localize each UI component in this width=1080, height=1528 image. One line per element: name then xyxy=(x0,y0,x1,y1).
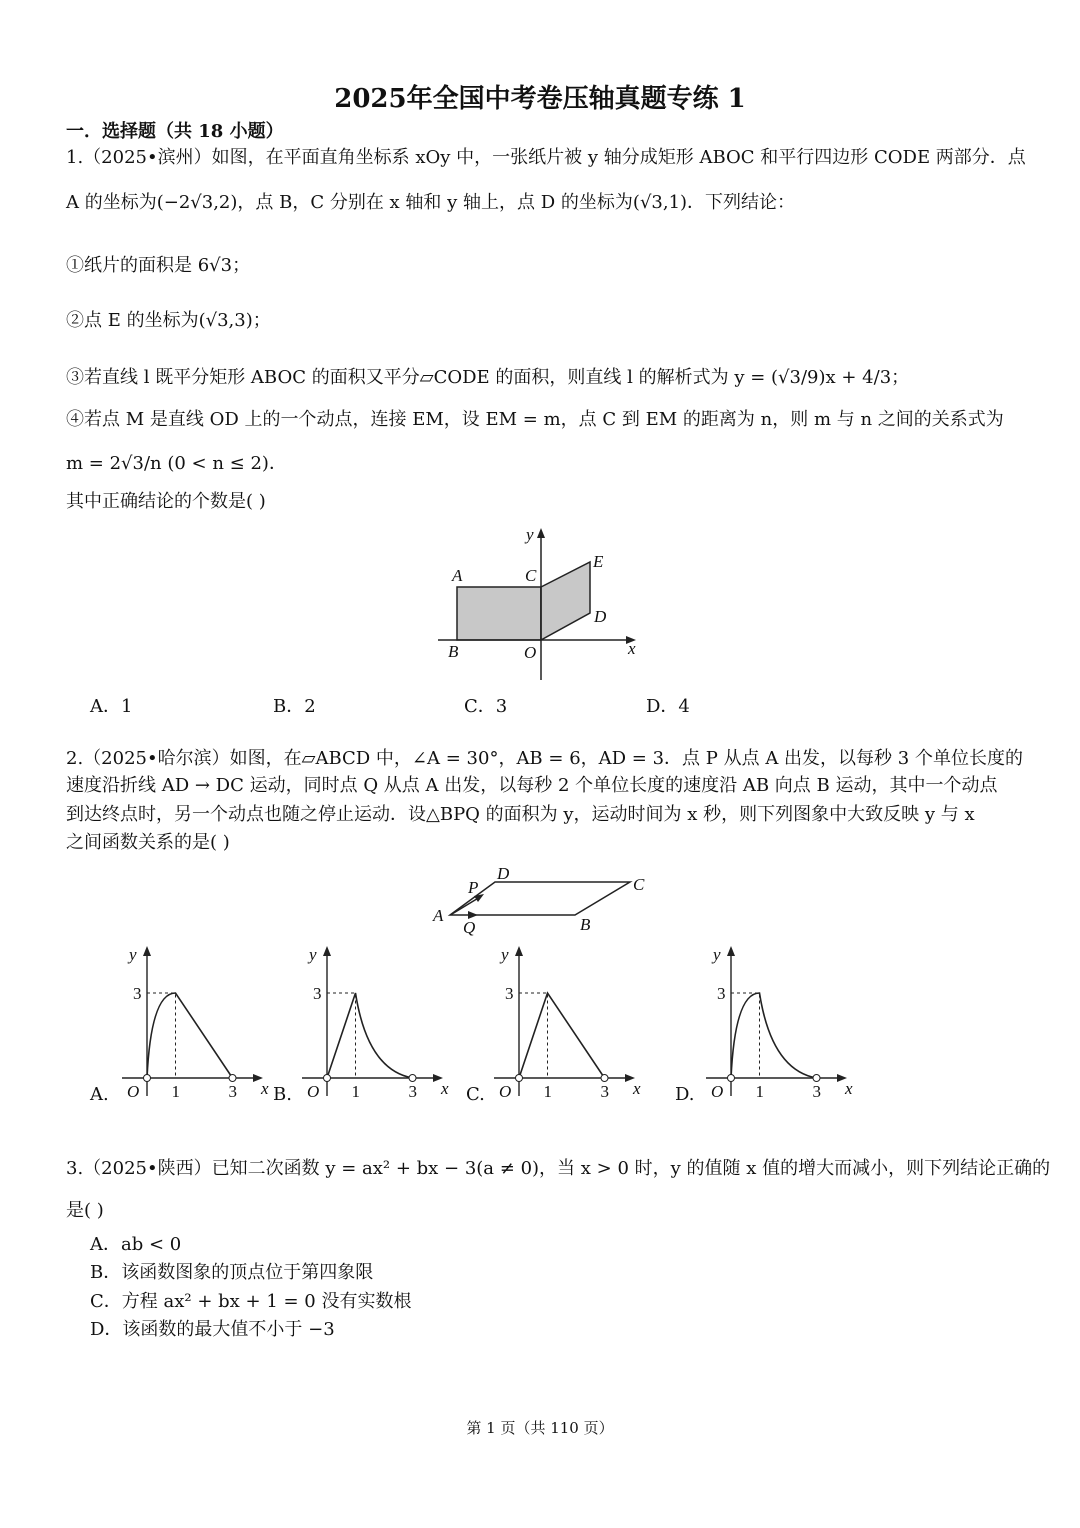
q1-figure xyxy=(438,525,636,680)
q3-line: 是( ) xyxy=(66,1200,104,1221)
q2-option-a[interactable]: A. xyxy=(90,1084,109,1105)
label-p: P xyxy=(468,878,479,897)
q2-graph-c-label-x: x xyxy=(633,1079,641,1098)
q1-line: 其中正确结论的个数是( ) xyxy=(66,491,266,512)
label-y: y xyxy=(526,525,534,544)
q2-graph-a-curve xyxy=(147,993,233,1078)
q2-graph-d-tick-y3: 3 xyxy=(717,984,726,1003)
q2-graph-a-tick-y3: 3 xyxy=(133,984,142,1003)
label-e: E xyxy=(593,552,604,571)
q2-line: 速度沿折线 AD → DC 运动，同时点 Q 从点 A 出发，以每秒 2 个单位长度的速度沿 AB 向点 B 运动，其中一个动点 xyxy=(66,775,998,796)
q1-line: m = 2√3/n (0 < n ≤ 2)． xyxy=(66,453,287,474)
q2-graph-b-label-o: O xyxy=(307,1082,320,1101)
page-title: 2025年全国中考卷压轴真题专练 1 xyxy=(334,84,746,114)
label-x: x xyxy=(628,639,636,658)
label-q: Q xyxy=(463,918,476,937)
q3-option-b[interactable]: B．该函数图象的顶点位于第四象限 xyxy=(90,1262,374,1283)
q2-graph-b-end-point xyxy=(409,1075,416,1082)
q2-graph-a-end-point xyxy=(229,1075,236,1082)
q2-graph-b-curve xyxy=(327,993,413,1078)
q2-graph-a-tick-3: 3 xyxy=(228,1082,237,1101)
page-footer: 第 1 页（共 110 页） xyxy=(466,1419,614,1437)
q2-graph-d-origin-point xyxy=(728,1075,735,1082)
q1-line: 1.（2025•滨州）如图，在平面直角坐标系 xOy 中，一张纸片被 y 轴分成矩形 ABOC 和平行四边形 CODE 两部分．点 xyxy=(66,147,1026,168)
q2-graph-c-end-point xyxy=(601,1075,608,1082)
q2-option-b[interactable]: B. xyxy=(273,1084,292,1105)
q2-graph-a-label-o: O xyxy=(127,1082,140,1101)
label-o: O xyxy=(524,643,537,662)
q2-graph-c-label-o: O xyxy=(499,1082,512,1101)
parallelogram-code xyxy=(541,562,590,640)
label-b: B xyxy=(448,642,459,661)
q2-graph-b-tick-3: 3 xyxy=(408,1082,417,1101)
q2-graph-c-curve xyxy=(519,993,605,1078)
arrow-icon xyxy=(515,946,523,956)
arrow-icon xyxy=(323,946,331,956)
label-a: A xyxy=(452,566,463,585)
q2-graph-a-label-y: y xyxy=(129,945,137,964)
q3-line: 3.（2025•陕西）已知二次函数 y = ax² + bx − 3(a ≠ 0)，当 x > 0 时，y 的值随 x 值的增大而减小，则下列结论正确的 xyxy=(66,1158,1051,1179)
label-b: B xyxy=(580,915,591,934)
q2-graph-d-label-x: x xyxy=(845,1079,853,1098)
q1-line: ③若直线 l 既平分矩形 ABOC 的面积又平分▱CODE 的面积，则直线 l 的解析式为 y = (√3/9)x + 4/3； xyxy=(66,367,910,388)
q2-graph-b-label-y: y xyxy=(309,945,317,964)
q2-graph-a-label-x: x xyxy=(261,1079,269,1098)
q2-figure xyxy=(432,864,645,937)
q2-graph-d-tick-1: 1 xyxy=(755,1082,764,1101)
q1-option-d[interactable]: D．4 xyxy=(646,696,690,717)
q2-graph-a-tick-1: 1 xyxy=(171,1082,180,1101)
q1-line: A 的坐标为(−2√3,2)，点 B，C 分别在 x 轴和 y 轴上，点 D 的坐标为(√3,1)．下列结论： xyxy=(66,192,796,213)
arrow-icon xyxy=(143,946,151,956)
label-c: C xyxy=(633,875,645,894)
y-axis-arrow-icon xyxy=(537,528,545,538)
q1-option-b[interactable]: B．2 xyxy=(273,696,316,717)
q2-graph-d-tick-3: 3 xyxy=(812,1082,821,1101)
q2-graph-c-tick-3: 3 xyxy=(600,1082,609,1101)
q2-graph-c-label-y: y xyxy=(501,945,509,964)
q1-option-a[interactable]: A．1 xyxy=(90,696,133,717)
q2-graph-a-origin-point xyxy=(144,1075,151,1082)
q3-option-a[interactable]: A．ab < 0 xyxy=(90,1234,182,1255)
q2-graph-b-origin-point xyxy=(324,1075,331,1082)
q2-line: 到达终点时，另一个动点也随之停止运动．设△BPQ 的面积为 y，运动时间为 x 秒，则下列图象中大致反映 y 与 x xyxy=(66,804,975,825)
q1-line: ②点 E 的坐标为(√3,3)； xyxy=(66,310,271,331)
q2-graph-d-end-point xyxy=(813,1075,820,1082)
q1-option-c[interactable]: C．3 xyxy=(464,696,508,717)
q2-line: 2.（2025•哈尔滨）如图，在▱ABCD 中，∠A = 30°，AB = 6，AD = 3．点 P 从点 A 出发，以每秒 3 个单位长度的 xyxy=(66,748,1023,769)
q2-graph-d-label-o: O xyxy=(711,1082,724,1101)
q2-graph-c-tick-1: 1 xyxy=(543,1082,552,1101)
q2-graph-c-tick-y3: 3 xyxy=(505,984,514,1003)
q2-graph-c-origin-point xyxy=(516,1075,523,1082)
q2-option-d[interactable]: D. xyxy=(675,1084,695,1105)
q3-option-c[interactable]: C．方程 ax² + bx + 1 = 0 没有实数根 xyxy=(90,1291,412,1312)
rectangle-aboc xyxy=(457,587,541,640)
q1-line: ①纸片的面积是 6√3； xyxy=(66,255,251,276)
q3-option-d[interactable]: D．该函数的最大值不小于 −3 xyxy=(90,1319,335,1340)
q2-graph-b-tick-1: 1 xyxy=(351,1082,360,1101)
label-d: D xyxy=(594,607,607,626)
q2-line: 之间函数关系的是( ) xyxy=(66,832,230,853)
label-d: D xyxy=(497,864,510,883)
arrow-icon xyxy=(727,946,735,956)
q2-graph-b-tick-y3: 3 xyxy=(313,984,322,1003)
label-a: A xyxy=(433,906,444,925)
q2-option-c[interactable]: C. xyxy=(466,1084,485,1105)
q2-graph-d-label-y: y xyxy=(713,945,721,964)
q2-graph-d-curve xyxy=(731,993,817,1078)
q1-line: ④若点 M 是直线 OD 上的一个动点，连接 EM，设 EM = m，点 C 到 EM 的距离为 n，则 m 与 n 之间的关系式为 xyxy=(66,409,1004,430)
section-heading: 一．选择题（共 18 小题） xyxy=(66,121,284,142)
q2-graph-b-label-x: x xyxy=(441,1079,449,1098)
label-c: C xyxy=(525,566,537,585)
